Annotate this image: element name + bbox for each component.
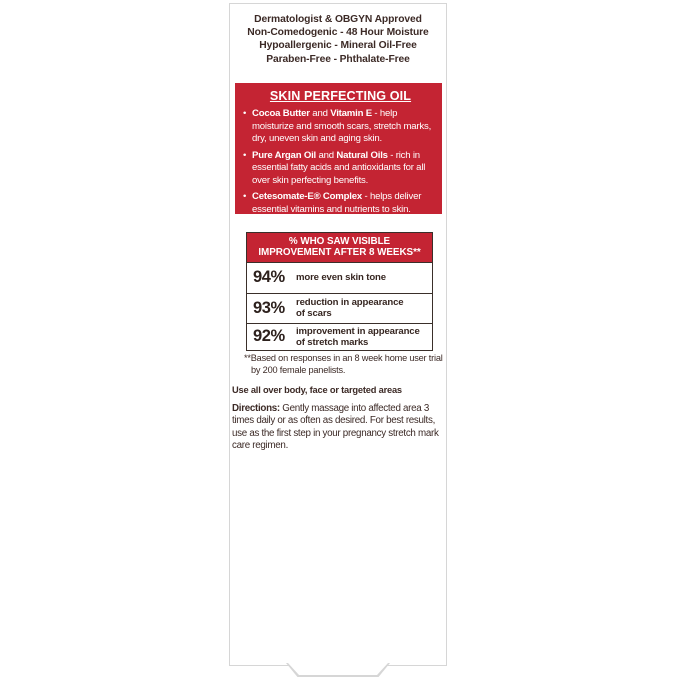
percent-value: 93% [253,298,285,317]
usage-statement: Use all over body, face or targeted areas [232,385,402,395]
benefit-bullet [243,191,438,216]
results-table [246,232,433,351]
description-line: of scars [296,308,332,320]
claim-line: Non-Comedogenic - 48 Hour Moisture [247,27,429,39]
header-line: IMPROVEMENT AFTER 8 WEEKS** [258,247,421,259]
bullet-text [252,108,438,146]
bullet-text [252,150,438,188]
directions-text: Gently massage into affected area 3 times daily or as often as desired. For best results, use as the first step in your pregnancy stretch mark care regimen. [232,403,439,451]
description-line: more even skin tone [296,272,386,284]
table-row [247,262,432,293]
bullet-plain: and [316,149,337,161]
product-label-panel [229,3,447,666]
percent-description [296,326,420,348]
percent-value: 94% [253,268,285,287]
bullet-plain: - helps deliver essential vitamins and nutrients to skin. [252,191,422,215]
percent-description [296,272,386,283]
bullet-bold: Natural Oils [336,149,388,161]
description-line: of stretch marks [296,336,369,348]
label-bottom-tab [286,663,390,677]
bullet-marker: • [243,108,247,119]
header-line: % WHO SAW VISIBLE [288,235,391,247]
claims-block [230,13,446,66]
claim-line: Dermatologist & OBGYN Approved [254,14,422,25]
benefit-bullet [243,108,438,146]
claim-line: Paraben-Free - Phthalate-Free [266,53,410,65]
description-line: improvement in appearance [296,325,420,337]
bullet-bold: Cetesomate-E® Complex [252,191,363,202]
benefit-bullet [243,150,438,188]
footnote-line: **Based on responses in an 8 week home user trial [244,353,443,363]
bullet-bold: Vitamin E [330,108,372,119]
tab-fill [288,663,388,675]
table-row [247,293,432,323]
bullet-plain: - rich in essential fatty acids and antioxidants for all over skin perfecting benefits. [252,149,426,186]
bullet-marker: • [243,191,247,202]
benefits-box [235,83,442,214]
description-line: reduction in appearance [296,296,404,308]
percent-value: 92% [253,327,285,346]
bullet-bold: Pure Argan Oil [252,149,317,161]
results-table-header [247,233,432,262]
bullet-plain: - help moisturize and smooth scars, stretch marks, dry, uneven skin and aging skin. [252,108,432,144]
benefits-title: SKIN PERFECTING OIL [269,89,412,103]
table-row [247,323,432,350]
percent-description [296,297,403,319]
bullet-marker: • [243,149,247,161]
footnote [244,353,443,376]
bullet-plain: and [309,108,331,119]
bullet-bold: Cocoa Butter [252,108,310,119]
claim-line: Hypoallergenic - Mineral Oil-Free [259,40,417,52]
directions [232,403,445,452]
bullet-text [252,191,438,216]
footnote-line: by 200 female panelists. [251,364,346,375]
directions-label: Directions: [232,403,280,414]
